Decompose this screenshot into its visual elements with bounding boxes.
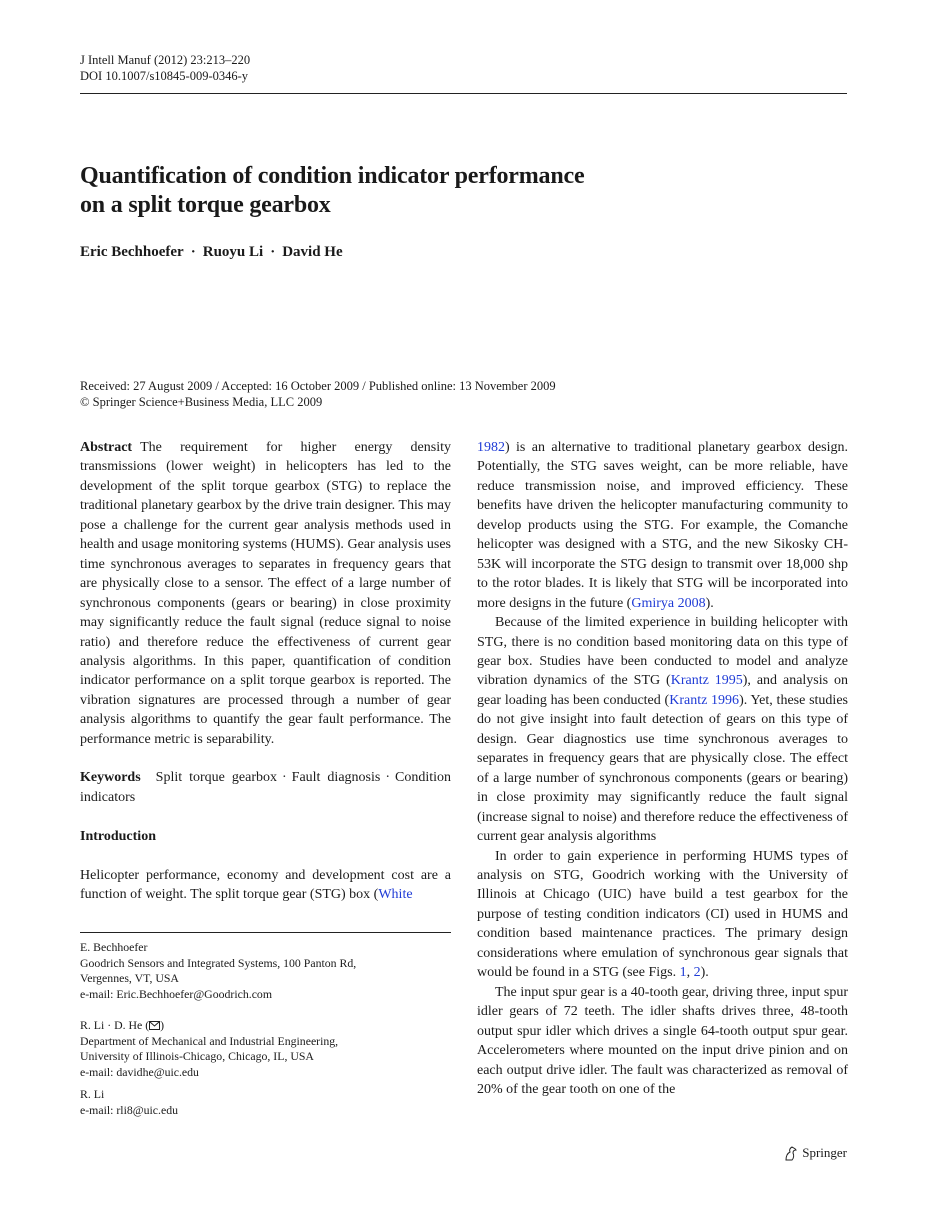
affiliation-name: R. Li [80,1087,105,1101]
left-column [80,438,451,905]
separator-dot: · [190,244,196,260]
citation-link[interactable]: White [378,887,413,903]
paragraph-text: ), and analysis on gear loading has been conducted ( [477,673,849,708]
affiliation-city: Vergennes, VT, USA [80,971,179,985]
paragraph-text: ). [705,595,714,611]
abstract-text: The requirement for higher energy density transmissions (lower weight) in helicopters has led to the development of the split torque gearbox (STG) to replace the traditional planetary gearbox by the drive train designer. This may pose a challenge for the current gear analysis methods used in health and usage monitoring systems (HUMS). Gear analysis uses time synchronous averages to separates in frequency gears that are physically close to a sensor. The effect of a large number of synchronous components (gears or bearing) in close proximity may significantly reduce the fault signal (reduce signal to noise ratio) and therefore reduce the effectiveness of current gear analysis algorithms. In this paper, quantification of condition indicator performance on a split torque gearbox is reported. The vibration signatures are processed through a number of gear analysis algorithms to quantify the gear fault performance. The performance metric is separability. [80,440,451,747]
paragraph-text: In order to gain experience in performing HUMS types of analysis on STG, Goodrich working with the University of Illinois at Chicago (UIC) have build a test gearbox for the purpose of testing condition indicators (CI) used in HUMS and condition based maintenance practices. The primary design considerations where emulation of synchronous gear signals that would be found in a STG (see Figs. [477,848,848,981]
paragraph-text: Helicopter performance, economy and development cost are a function of weight. The split torque gear (STG) box ( [80,867,451,903]
publisher-logo [784,1145,847,1161]
envelope-icon [149,1021,160,1030]
citation-link[interactable]: Gmirya 2008 [631,595,706,611]
affiliation-2 [80,1018,451,1080]
author-name: Eric Bechhoefer [80,244,184,260]
springer-horse-icon [784,1146,797,1161]
keywords-label: Keywords [80,770,141,786]
section-heading-introduction: Introduction [80,829,156,845]
right-column [477,438,848,1099]
footnote-rule [80,932,451,933]
author-name: David He [282,244,343,260]
affiliation-dept: Department of Mechanical and Industrial Engineering, [80,1033,339,1048]
intro-paragraph [477,847,848,983]
paragraph-text: , [686,965,694,981]
author-name: Ruoyu Li [202,244,264,260]
citation-link[interactable]: 1982 [477,440,505,455]
affiliation-1 [80,940,451,1002]
intro-paragraph: The input spur gear is a 40-tooth gear, driving three, input spur idler gears of 72 teeth. The idler shafts drives three, 48-tooth output spur idler which drives a single 64-tooth output spur gear. Accelerometers where mounted on the input drive pinion and on each output drive idler. The fault was characterized as removal of 20% of the gear tooth on one of the [477,984,848,1097]
paragraph-text: ) is an alternative to traditional planetary gearbox design. Potentially, the STG saves weight, can be more reliable, have reduce transmission noise, and improved efficiency. These benefits have driven the helicopter manufacturing community to develop products using the STG. For example, the Comanche helicopter was designed with a STG, and the new Sikosky CH-53K will incorporate the STG design to transmit over 18,000 shp to the rotor blades. It is likely that STG will be incorporated into more designs in the future ( [477,440,848,611]
figure-link[interactable]: 2 [693,965,701,981]
citation-link[interactable]: Krantz 1996 [669,692,740,708]
affiliation-university: University of Illinois-Chicago, Chicago, IL, USA [80,1049,314,1063]
keyword: Fault diagnosis [291,770,381,786]
paren: ) [160,1018,165,1032]
paragraph-text: ). Yet, these studies do not give insight into fault detection of gears on this type of design. Gear diagnostics use time synchronous averages to separates in frequency gears that are physically close. The effect of a large number of synchronous components (gears or bearing) in close proximity may significantly reduce the fault signal (increase signal to noise) and therefore reduce the effectiveness of current gear analysis algorithms [477,692,848,845]
doi: DOI 10.1007/s10845-009-0346-y [80,69,249,83]
citation-link[interactable]: Krantz 1995 [670,673,743,689]
title-line-1: Quantification of condition indicator performance [80,163,585,189]
publication-dates [80,378,556,410]
keywords: Keywords Split torque gearbox · Fault diagnosis · Condition indicators [80,770,452,805]
intro-paragraph [477,438,848,613]
intro-paragraph [80,866,451,905]
publisher-name: Springer [802,1145,847,1160]
header-rule [80,93,847,94]
paragraph-text: ). [700,965,709,981]
title-line-2: on a split torque gearbox [80,192,331,218]
affiliation-address: Goodrich Sensors and Integrated Systems, 100 Panton Rd, [80,955,357,970]
affiliation-email: e-mail: davidhe@uic.edu [80,1064,199,1079]
paper-title [80,162,700,220]
intro-paragraph [477,613,848,846]
keyword: Condition indicators [80,770,452,805]
paragraph-text: Because of the limited experience in building helicopter with STG, there is no condition based monitoring data on this type of gear box. Studies have been conducted to model and analyze vibration dynamics of the STG ( [477,615,848,689]
copyright-line: © Springer Science+Business Media, LLC 2009 [80,395,323,409]
abstract [80,438,451,749]
affiliation-email: e-mail: rli8@uic.edu [80,1102,178,1117]
abstract-label: Abstract [80,440,133,455]
affiliation-3 [80,1087,451,1118]
separator-dot: · [270,244,276,260]
journal-citation: J Intell Manuf (2012) 23:213–220 [80,53,251,67]
figure-link[interactable]: 1 [679,965,687,981]
keyword: Split torque gearbox [155,770,277,786]
author-list [80,244,343,261]
received-accepted-dates: Received: 27 August 2009 / Accepted: 16 October 2009 / Published online: 13 November 2009 [80,379,556,393]
affiliation-email: e-mail: Eric.Bechhoefer@Goodrich.com [80,986,272,1001]
affiliation-name: E. Bechhoefer [80,940,148,954]
affiliation-name: R. Li · D. He ( [80,1018,150,1032]
